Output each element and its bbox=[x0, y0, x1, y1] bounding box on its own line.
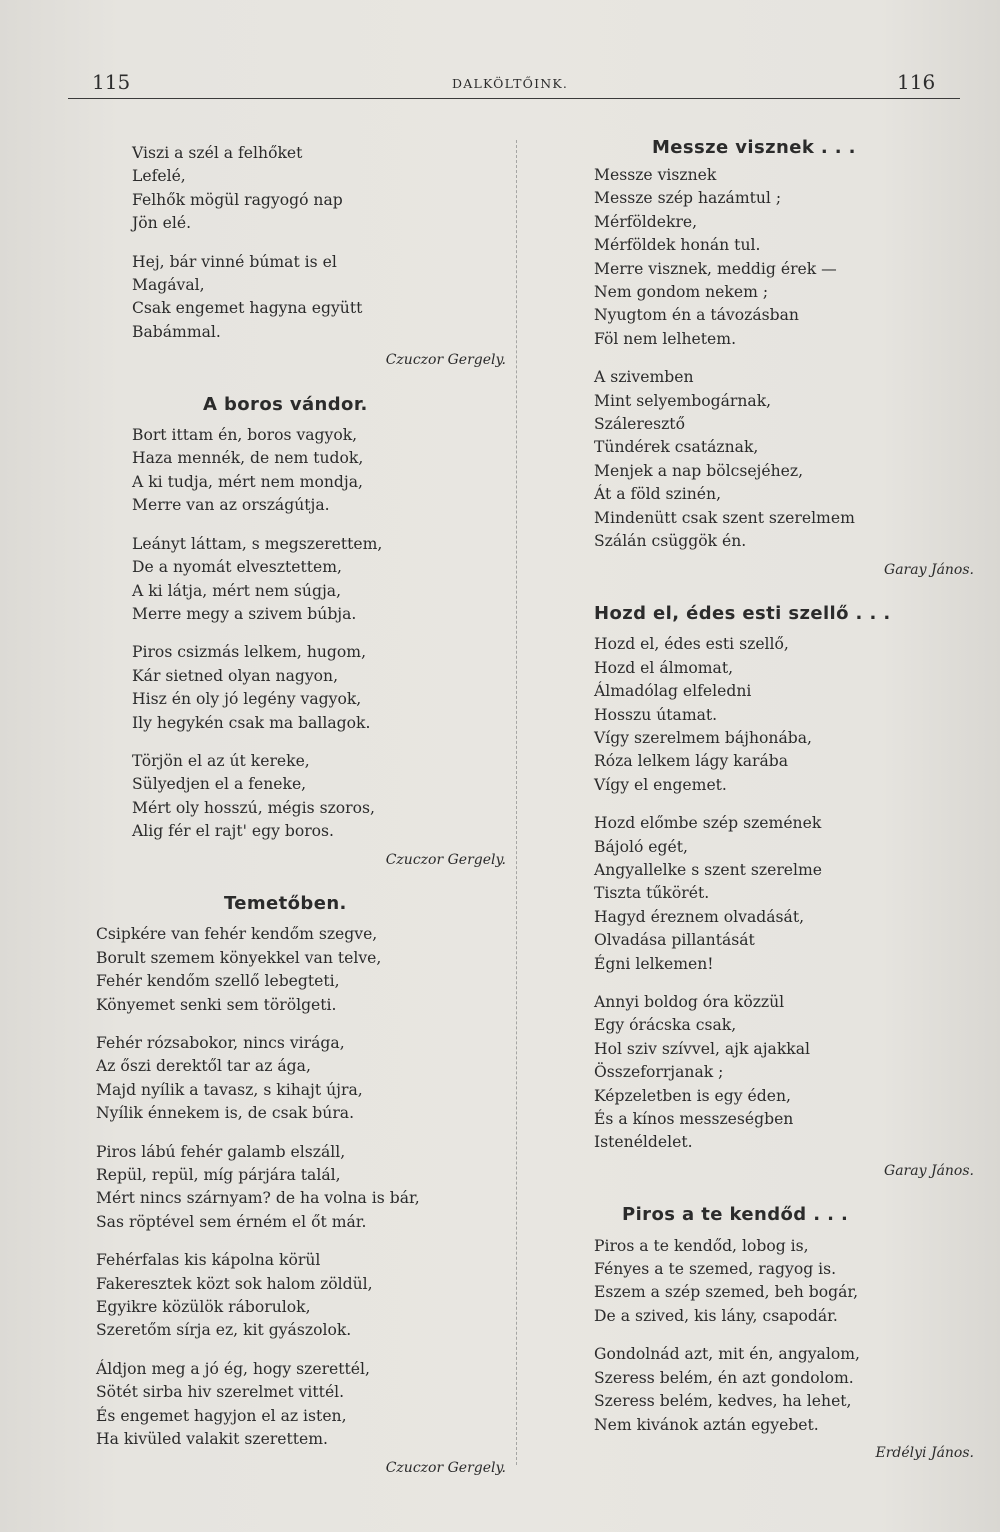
poem-hozd-el-edes-esti-szello bbox=[594, 602, 974, 1183]
header-rule bbox=[68, 98, 960, 99]
poem-line: Hozd előmbe szép szemének bbox=[594, 814, 822, 833]
poem-author: Erdélyi János. bbox=[875, 1444, 974, 1461]
poem-line: Fényes a te szemed, ragyog is. bbox=[594, 1260, 837, 1279]
poem-line: A szivemben bbox=[594, 368, 694, 387]
poem-line: Hol sziv szívvel, ajk ajakkal bbox=[594, 1039, 811, 1058]
stanza bbox=[96, 1032, 506, 1126]
poem-line: Csipkére van fehér kendőm szegve, bbox=[96, 925, 378, 944]
right-page-number: 116 bbox=[897, 70, 936, 94]
right-column bbox=[594, 137, 974, 1485]
poem-line: Fehérfalas kis kápolna körül bbox=[96, 1251, 321, 1270]
poem-line: Vígy szerelmem bájhonába, bbox=[594, 728, 812, 747]
poem-line: Fehér kendőm szellő lebegteti, bbox=[96, 972, 340, 991]
stanza bbox=[96, 923, 506, 1017]
poem-line: Alig fér el rajt' egy boros. bbox=[132, 822, 335, 841]
poem-line: Képzeletben is egy éden, bbox=[594, 1086, 791, 1105]
poem-line: Hozd el álmomat, bbox=[594, 658, 734, 677]
poem-line: És a kínos messzeségben bbox=[594, 1110, 794, 1129]
poem-line: Babámmal. bbox=[132, 322, 221, 341]
poem-line: Piros lábú fehér galamb elszáll, bbox=[96, 1142, 346, 1161]
poem-line: Hozd el, édes esti szellő, bbox=[594, 635, 789, 654]
poem-line: Nem gondom nekem ; bbox=[594, 283, 769, 302]
stanza bbox=[96, 641, 506, 735]
stanza bbox=[96, 142, 506, 236]
poem-line: De a nyomát elvesztettem, bbox=[132, 558, 342, 577]
poem-line: Viszi a szél a felhőket bbox=[132, 144, 303, 162]
poem-author: Czuczor Gergely. bbox=[385, 1459, 506, 1476]
poem-line: Égni lelkemen! bbox=[594, 954, 714, 973]
poem-line: Egyikre közülök ráborulok, bbox=[96, 1298, 311, 1317]
poem-line: Vígy el engemet. bbox=[594, 775, 727, 794]
poem-line: Törjön el az út kereke, bbox=[132, 751, 310, 770]
stanza bbox=[96, 533, 506, 627]
poem-line: Nyílik énnekem is, de csak búra. bbox=[96, 1104, 355, 1123]
poem-a-boros-vandor bbox=[96, 393, 506, 872]
poem-line: Szeress belém, én azt gondolom. bbox=[594, 1368, 854, 1387]
poem-line: Föl nem lelhetem. bbox=[594, 329, 737, 348]
poem-line: Tiszta tűkörét. bbox=[594, 884, 710, 903]
poem-line: Merre van az országútja. bbox=[132, 496, 330, 515]
poem-line: Róza lelkem lágy karába bbox=[594, 752, 789, 771]
stanza bbox=[594, 812, 974, 976]
poem-messze-visznek bbox=[594, 137, 974, 582]
poem-line: Borult szemem könyekkel van telve, bbox=[96, 948, 382, 967]
poem-piros-a-te-kendod bbox=[594, 1203, 974, 1465]
poem-line: Mért nincs szárnyam? de ha volna is bár, bbox=[96, 1189, 420, 1208]
poem-line: Merre visznek, meddig érek — bbox=[594, 259, 837, 278]
poem-line: Magával, bbox=[132, 276, 205, 295]
stanza bbox=[96, 1358, 506, 1452]
poem-title: A boros vándor. bbox=[203, 393, 368, 415]
running-title: DALKÖLTŐINK. bbox=[452, 76, 569, 91]
poem-line: Sülyedjen el a feneke, bbox=[132, 775, 307, 794]
poem-line: Messze szép hazámtul ; bbox=[594, 189, 782, 208]
poem-line: Sötét sirba hiv szerelmet vittél. bbox=[96, 1383, 345, 1402]
poem-line: Ha kivüled valakit szerettem. bbox=[96, 1430, 328, 1449]
poem-title: Hozd el, édes esti szellő . . . bbox=[594, 602, 891, 624]
poem-author: Garay János. bbox=[884, 561, 974, 578]
poem-line: Leányt láttam, s megszerettem, bbox=[132, 534, 383, 553]
poem-line: Olvadása pillantását bbox=[594, 931, 755, 950]
poem-line: És engemet hagyjon el az isten, bbox=[96, 1406, 347, 1425]
poem-line: Sas röptével sem érném el őt már. bbox=[96, 1212, 367, 1231]
poem-line: Jön elé. bbox=[132, 214, 192, 233]
poem-line: Ily hegykén csak ma ballagok. bbox=[132, 713, 371, 732]
stanza bbox=[594, 366, 974, 553]
stanza bbox=[96, 750, 506, 844]
column-divider bbox=[516, 140, 517, 1465]
poem-line: Fehér rózsabokor, nincs virága, bbox=[96, 1034, 345, 1052]
poem-line: Nyugtom én a távozásban bbox=[594, 306, 799, 325]
poem-line: Bájoló egét, bbox=[594, 837, 688, 856]
poem-title: Piros a te kendőd . . . bbox=[622, 1204, 849, 1226]
poem-line: Összeforrjanak ; bbox=[594, 1063, 724, 1082]
poem-line: Mindenütt csak szent szerelmem bbox=[594, 508, 855, 527]
stanza bbox=[594, 991, 974, 1155]
poem-title: Messze visznek . . . bbox=[652, 137, 856, 158]
stanza bbox=[96, 1249, 506, 1343]
poem-line: Hosszu útamat. bbox=[594, 705, 718, 724]
poem-line: De a szived, kis lány, csapodár. bbox=[594, 1306, 838, 1325]
poem-line: Istenéldelet. bbox=[594, 1133, 693, 1152]
poem-line: A ki látja, mért nem súgja, bbox=[132, 581, 342, 600]
poem-line: Mint selyembogárnak, bbox=[594, 391, 772, 410]
stanza bbox=[594, 1235, 974, 1329]
poem-line: Hisz én oly jó legény vagyok, bbox=[132, 690, 362, 709]
stanza bbox=[594, 164, 974, 351]
poem-line: A ki tudja, mért nem mondja, bbox=[132, 472, 363, 491]
poem-line: Lefelé, bbox=[132, 167, 186, 186]
poem-line: Fakeresztek közt sok halom zöldül, bbox=[96, 1274, 373, 1293]
poem-line: Messze visznek bbox=[594, 166, 717, 184]
poem-line: Merre megy a szivem búbja. bbox=[132, 604, 357, 623]
poem-author: Garay János. bbox=[884, 1162, 974, 1179]
poem-line: Csak engemet hagyna együtt bbox=[132, 299, 363, 318]
poem-line: Majd nyílik a tavasz, s kihajt újra, bbox=[96, 1080, 363, 1099]
poem-line: Felhők mögül ragyogó nap bbox=[132, 190, 343, 209]
poem-line: Álmadólag elfeledni bbox=[594, 682, 752, 701]
poem-line: Haza mennék, de nem tudok, bbox=[132, 449, 364, 468]
poem-line: Áldjon meg a jó ég, hogy szerettél, bbox=[96, 1359, 370, 1378]
poem-line: Menjek a nap bölcsejéhez, bbox=[594, 461, 804, 480]
poem-line: Nem kivánok aztán egyebet. bbox=[594, 1415, 819, 1434]
poem-line: Bort ittam én, boros vagyok, bbox=[132, 426, 358, 445]
poem-line: Mérföldekre, bbox=[594, 212, 698, 231]
poem-author: Czuczor Gergely. bbox=[385, 851, 506, 868]
stanza bbox=[594, 1343, 974, 1437]
poem-author: Czuczor Gergely. bbox=[385, 352, 506, 369]
left-column bbox=[96, 142, 506, 1500]
poem-temetoben bbox=[96, 892, 506, 1480]
poem-line: Mért oly hosszú, mégis szoros, bbox=[132, 798, 375, 817]
poem-line: Szeretőm sírja ez, kit gyászolok. bbox=[96, 1321, 352, 1340]
poem-line: Annyi boldog óra közzül bbox=[594, 993, 785, 1011]
stanza bbox=[594, 633, 974, 797]
stanza bbox=[96, 1141, 506, 1235]
poem-line: Egy órácska csak, bbox=[594, 1016, 737, 1035]
poem-line: Piros csizmás lelkem, hugom, bbox=[132, 643, 367, 662]
poem-line: Száleresztő bbox=[594, 415, 685, 434]
poem-title: Temetőben. bbox=[224, 892, 347, 914]
poem-line: Tündérek csatáznak, bbox=[594, 438, 759, 457]
poem-line: Repül, repül, míg párjára talál, bbox=[96, 1166, 341, 1185]
poem-line: Angyallelke s szent szerelme bbox=[594, 860, 823, 879]
stanza bbox=[96, 424, 506, 518]
poem-line: Kár sietned olyan nagyon, bbox=[132, 666, 339, 685]
left-page-number: 115 bbox=[92, 70, 131, 94]
poem-line: Szeress belém, kedves, ha lehet, bbox=[594, 1392, 852, 1411]
poem-line: Hagyd éreznem olvadását, bbox=[594, 907, 805, 926]
poem-line: Eszem a szép szemed, beh bogár, bbox=[594, 1283, 859, 1302]
poem-line: Gondolnád azt, mit én, angyalom, bbox=[594, 1345, 860, 1364]
poem-line: Az őszi derektől tar az ága, bbox=[96, 1057, 311, 1076]
poem-viszi-a-szel bbox=[96, 142, 506, 373]
poem-line: Át a föld szinén, bbox=[594, 485, 722, 504]
poem-line: Mérföldek honán tul. bbox=[594, 236, 761, 255]
stanza bbox=[96, 251, 506, 345]
poem-line: Szálán csüggök én. bbox=[594, 532, 747, 551]
poem-line: Könyemet senki sem törölgeti. bbox=[96, 995, 337, 1014]
poem-line: Piros a te kendőd, lobog is, bbox=[594, 1236, 809, 1255]
poem-line: Hej, bár vinné búmat is el bbox=[132, 252, 337, 271]
